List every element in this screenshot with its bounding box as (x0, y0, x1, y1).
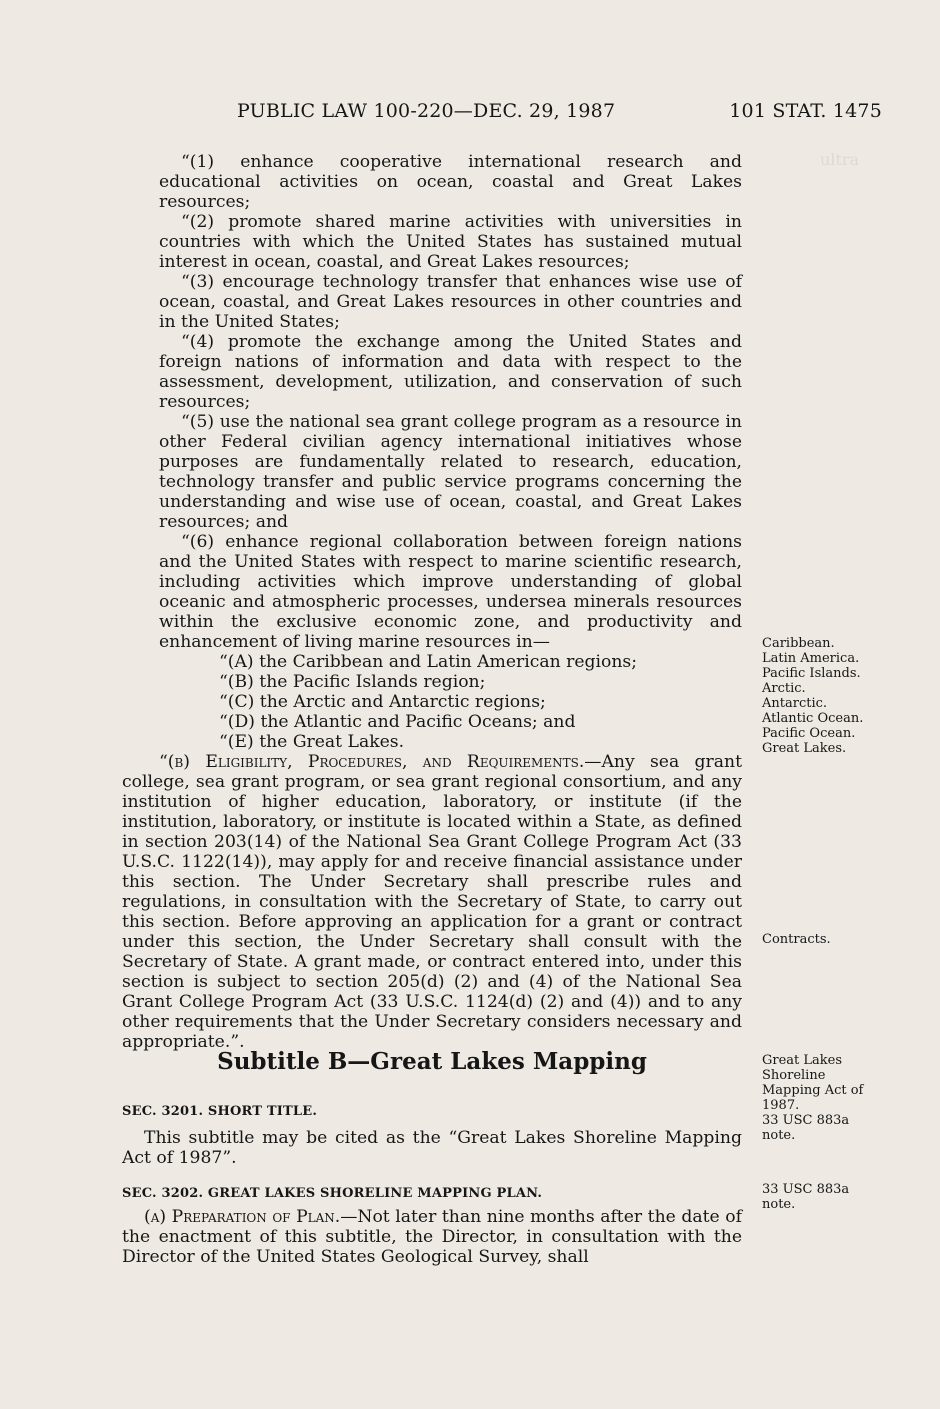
margin-note: Great Lakes. (762, 741, 847, 756)
region-item: “(C) the Arctic and Antarctic regions; (219, 692, 546, 712)
margin-note: Pacific Ocean. (762, 726, 856, 741)
section-3201-heading: SEC. 3201. SHORT TITLE. (122, 1104, 318, 1119)
margin-note: Antarctic. (762, 696, 828, 711)
margin-note-regions (762, 636, 892, 756)
margin-note: Great Lakes Shoreline Mapping Act of 1987. (762, 1053, 864, 1113)
margin-note-short-title (762, 1053, 880, 1143)
plan-paragraph (122, 1207, 742, 1267)
margin-note: Arctic. (762, 681, 806, 696)
list-item: “(4) promote the exchange among the United States and foreign nations of information and data with respect to the assessment, development, utilization, and conservation of such resources; (159, 332, 742, 412)
section-3202-body (122, 1207, 742, 1267)
margin-note-plan: 33 USC 883a note. (762, 1182, 850, 1212)
purposes-list (122, 152, 742, 1052)
region-item: “(B) the Pacific Islands region; (219, 672, 486, 692)
region-item: “(A) the Caribbean and Latin American regions; (219, 652, 638, 672)
bleed-through-text: ultra (820, 150, 860, 169)
list-item: “(6) enhance regional collaboration between foreign nations and the United States with respect to marine scientific research, including activities which improve understanding of global oceanic and atmospheric processes, undersea minerals resources within the exclusive economic zone, and productivity and enhancement of living marine resources in— (159, 532, 742, 652)
eligibility-paragraph (122, 752, 742, 1052)
margin-note: Atlantic Ocean. (762, 711, 864, 726)
list-item: “(5) use the national sea grant college program as a resource in other Federal civilian agency international initiatives whose purposes are fundamentally related to research, education, technology transfer and public service programs concerning the understanding and wise use of ocean, coastal, and Great Lakes resources; and (159, 412, 742, 532)
margin-note: Pacific Islands. (762, 666, 861, 681)
plan-label: (a) Preparation of Plan.— (144, 1207, 358, 1227)
list-item: “(2) promote shared marine activities with universities in countries with which the United States has sustained mutual interest in ocean, coastal, and Great Lakes resources; (159, 212, 742, 272)
list-item: “(1) enhance cooperative international research and educational activities on ocean, coastal and Great Lakes resources; (159, 152, 742, 212)
header-law-citation: PUBLIC LAW 100-220—DEC. 29, 1987 (237, 100, 616, 122)
subtitle-heading: Subtitle B—Great Lakes Mapping (217, 1048, 647, 1075)
section-3201-body (122, 1128, 742, 1168)
margin-note-contracts: Contracts. (762, 932, 831, 947)
margin-note: Caribbean. (762, 636, 835, 651)
margin-note: 33 USC 883a note. (762, 1113, 850, 1143)
margin-note: Latin America. (762, 651, 860, 666)
eligibility-text: Any sea grant college, sea grant program, or sea grant regional consortium, and any institution of higher education, laboratory, or institute (if the institution, laboratory, or institute is located within a State, as defined in section 203(14) of the National Sea Grant College Program Act (33 U.S.C. 1122(14)), may apply for and receive financial assistance under this section. The Under Secretary shall prescribe rules and regulations, in consultation with the Secretary of State, to carry out this section. Before approving an application for a grant or contract under this section, the Under Secretary shall consult with the Secretary of State. A grant made, or contract entered into, under this section is subject to section 205(d) (2) and (4) of the National Sea Grant College Program Act (33 U.S.C. 1124(d) (2) and (4)) and to any other requirements that the Under Secretary considers necessary and appropriate.”. (122, 752, 742, 1052)
short-title-text: This subtitle may be cited as the “Great Lakes Shoreline Mapping Act of 1987”. (122, 1128, 742, 1168)
section-3202-heading: SEC. 3202. GREAT LAKES SHORELINE MAPPING PLAN. (122, 1186, 543, 1201)
region-item: “(D) the Atlantic and Pacific Oceans; and (219, 712, 576, 732)
eligibility-label: “(b) Eligibility, Procedures, and Requirements.— (159, 752, 602, 772)
header-stat-page: 101 STAT. 1475 (729, 100, 882, 122)
plan-text: Not later than nine months after the date of the enactment of this subtitle, the Director, in consultation with the Director of the United States Geological Survey, shall (122, 1207, 742, 1267)
region-item: “(E) the Great Lakes. (219, 732, 405, 752)
page-header (237, 100, 882, 122)
list-item: “(3) encourage technology transfer that enhances wise use of ocean, coastal, and Great Lakes resources in other countries and in the United States; (159, 272, 742, 332)
